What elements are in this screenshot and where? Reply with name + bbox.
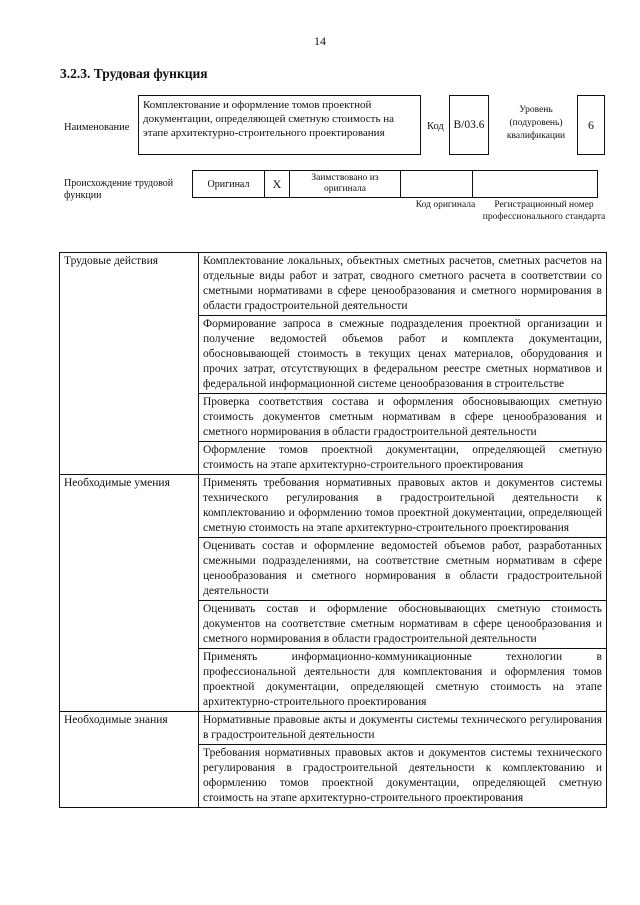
row-label: Необходимые умения	[60, 475, 199, 712]
row-label: Трудовые действия	[60, 253, 199, 475]
origin-borrowed-cell: Заимствовано из оригинала	[289, 170, 401, 198]
reg-number-caption: Регистрационный номер профессионального стандарта	[482, 200, 606, 222]
table-row	[60, 475, 607, 538]
origin-code-cell	[400, 170, 473, 198]
table-cell: Применять требования нормативных правовых актов и документов системы технического регулирования в градостроительной деятельности к комплектованию и оформлению томов проектной документации, определяющей сметную стоимость на этапе архитектурно-строительного проектирования	[199, 475, 607, 538]
function-table	[59, 252, 607, 808]
table-cell: Оформление томов проектной документации, определяющей сметную стоимость на этапе архитектурно-строительного проектирования	[199, 442, 607, 475]
name-value: Комплектование и оформление томов проектной документации, определяющей сметную стоимость на этапе архитектурно-строительного проектирования	[138, 95, 421, 155]
table-row	[60, 712, 607, 745]
table-cell: Применять информационно-коммуникационные технологии в профессиональной деятельности для комплектования и оформления томов проектной документации, определяющей сметную стоимость на этапе архитектурно-строительного проектирования	[199, 649, 607, 712]
table-cell: Оценивать состав и оформление ведомостей объемов работ, разработанных смежными подразделениями, на соответствие сметным нормативам в сфере ценообразования и сметного нормирования в области градостроительной деятельности	[199, 538, 607, 601]
section-title: 3.2.3. Трудовая функция	[60, 66, 208, 81]
page-number: 14	[314, 34, 326, 48]
code-label: Код	[427, 121, 444, 132]
table-cell: Нормативные правовые акты и документы системы технического регулирования в градостроительной деятельности	[199, 712, 607, 745]
origin-mark-cell: X	[264, 170, 290, 198]
original-code-caption: Код оригинала	[415, 200, 476, 210]
level-value: 6	[577, 95, 605, 155]
name-label: Наименование	[64, 122, 130, 133]
code-value: В/03.6	[449, 95, 489, 155]
table-cell: Формирование запроса в смежные подразделения проектной организации и получение ведомостей объемов работ и комплекта документации, обосновывающей стоимость в текущих ценах материалов, оборудования и прочих затрат, отсутствующих в федеральном реестре сметных нормативов и федеральной информационной системе ценообразования в строительстве	[199, 316, 607, 394]
origin-original-cell: Оригинал	[192, 170, 265, 198]
level-label: Уровень (подуровень) квалификации	[506, 105, 566, 141]
table-cell: Проверка соответствия состава и оформления обосновывающих сметную стоимость документов сметным нормативам в сфере ценообразования и сметного нормирования в области градостроительной деятельности	[199, 394, 607, 442]
row-label: Необходимые знания	[60, 712, 199, 808]
origin-reg-cell	[472, 170, 598, 198]
table-cell: Комплектование локальных, объектных сметных расчетов, сметных расчетов на отдельные виды работ и затрат, сводного сметного расчета в соответствии со сметными нормативами в сфере ценообразования и сметного нормирования в области градостроительной деятельности	[199, 253, 607, 316]
origin-label: Происхождение трудовой функции	[64, 178, 174, 201]
table-cell: Требования нормативных правовых актов и документов системы технического регулирования в градостроительной деятельности к комплектованию и оформлению томов проектной документации, определяющей сметную стоимость на этапе архитектурно-строительного проектирования	[199, 745, 607, 808]
table-cell: Оценивать состав и оформление обосновывающих сметную стоимость документов на соответствие сметным нормативам в сфере ценообразования и сметного нормирования в области градостроительной деятельности	[199, 601, 607, 649]
origin-row	[193, 170, 598, 198]
table-row	[60, 253, 607, 316]
